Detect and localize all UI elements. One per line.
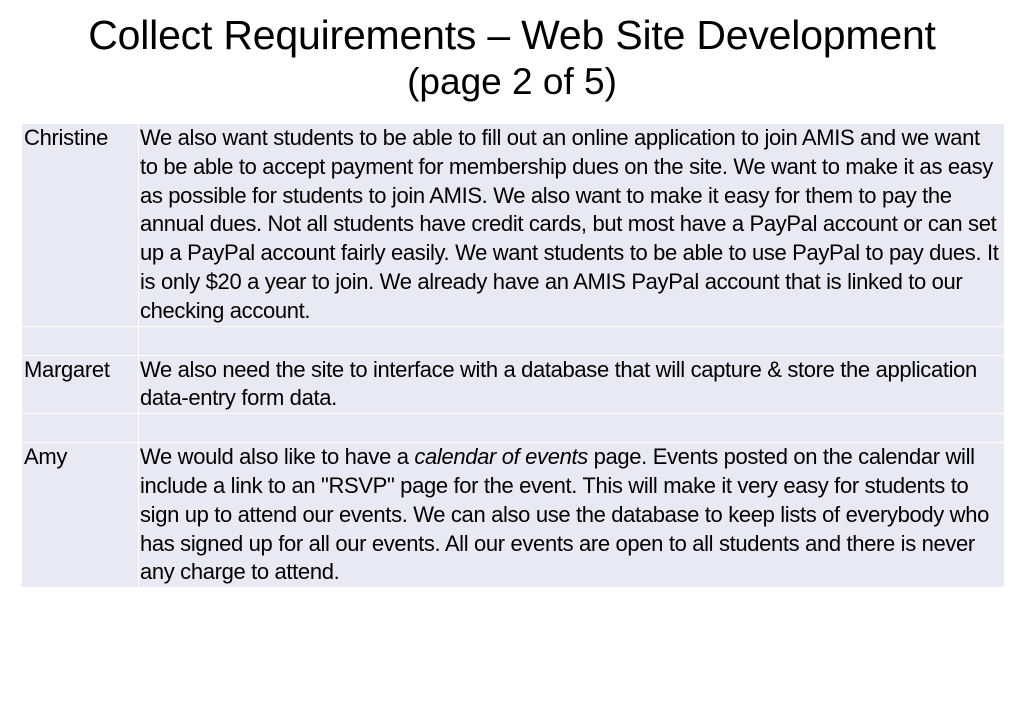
page-subtitle: (page 2 of 5) — [407, 61, 617, 102]
empty-cell — [139, 414, 1005, 443]
requirement-text-end: page. Events posted on the calendar will include a link to an "RSVP" page for the event. This will make it very easy for students to sign up to attend our events. We can also use the database to keep lists of everybody who has signed up for all our events. All our events are open to all students and there is never any charge to attend. — [140, 444, 989, 585]
stakeholder-name: Amy — [22, 443, 139, 588]
requirement-text-emphasis: calendar of events — [414, 444, 588, 470]
table-row-empty — [22, 326, 1005, 355]
requirement-text: We also need the site to interface with a database that will capture & store the application data-entry form data. — [139, 355, 1005, 414]
stakeholder-name: Margaret — [22, 355, 139, 414]
empty-cell — [22, 414, 139, 443]
table-row-empty — [22, 414, 1005, 443]
requirements-table — [21, 123, 1005, 588]
table-row — [22, 355, 1005, 414]
slide-title — [0, 10, 1024, 104]
page-title: Collect Requirements – Web Site Development — [88, 12, 936, 58]
empty-cell — [22, 326, 139, 355]
requirement-text: We also want students to be able to fill out an online application to join AMIS and we want to be able to accept payment for membership dues on the site. We want to make it as easy as possible for students to join AMIS. We also want to make it easy for them to pay the annual dues. Not all students have credit cards, but most have a PayPal account or can set up a PayPal account fairly easily. We want students to be able to use PayPal to pay dues. It is only $20 a year to join. We already have an AMIS PayPal account that is linked to our checking account. — [139, 124, 1005, 327]
requirement-text-start: We would also like to have a — [140, 444, 415, 470]
empty-cell — [139, 326, 1005, 355]
table-row — [22, 443, 1005, 588]
stakeholder-name: Christine — [22, 124, 139, 327]
requirement-text — [139, 443, 1005, 588]
table-row — [22, 124, 1005, 327]
